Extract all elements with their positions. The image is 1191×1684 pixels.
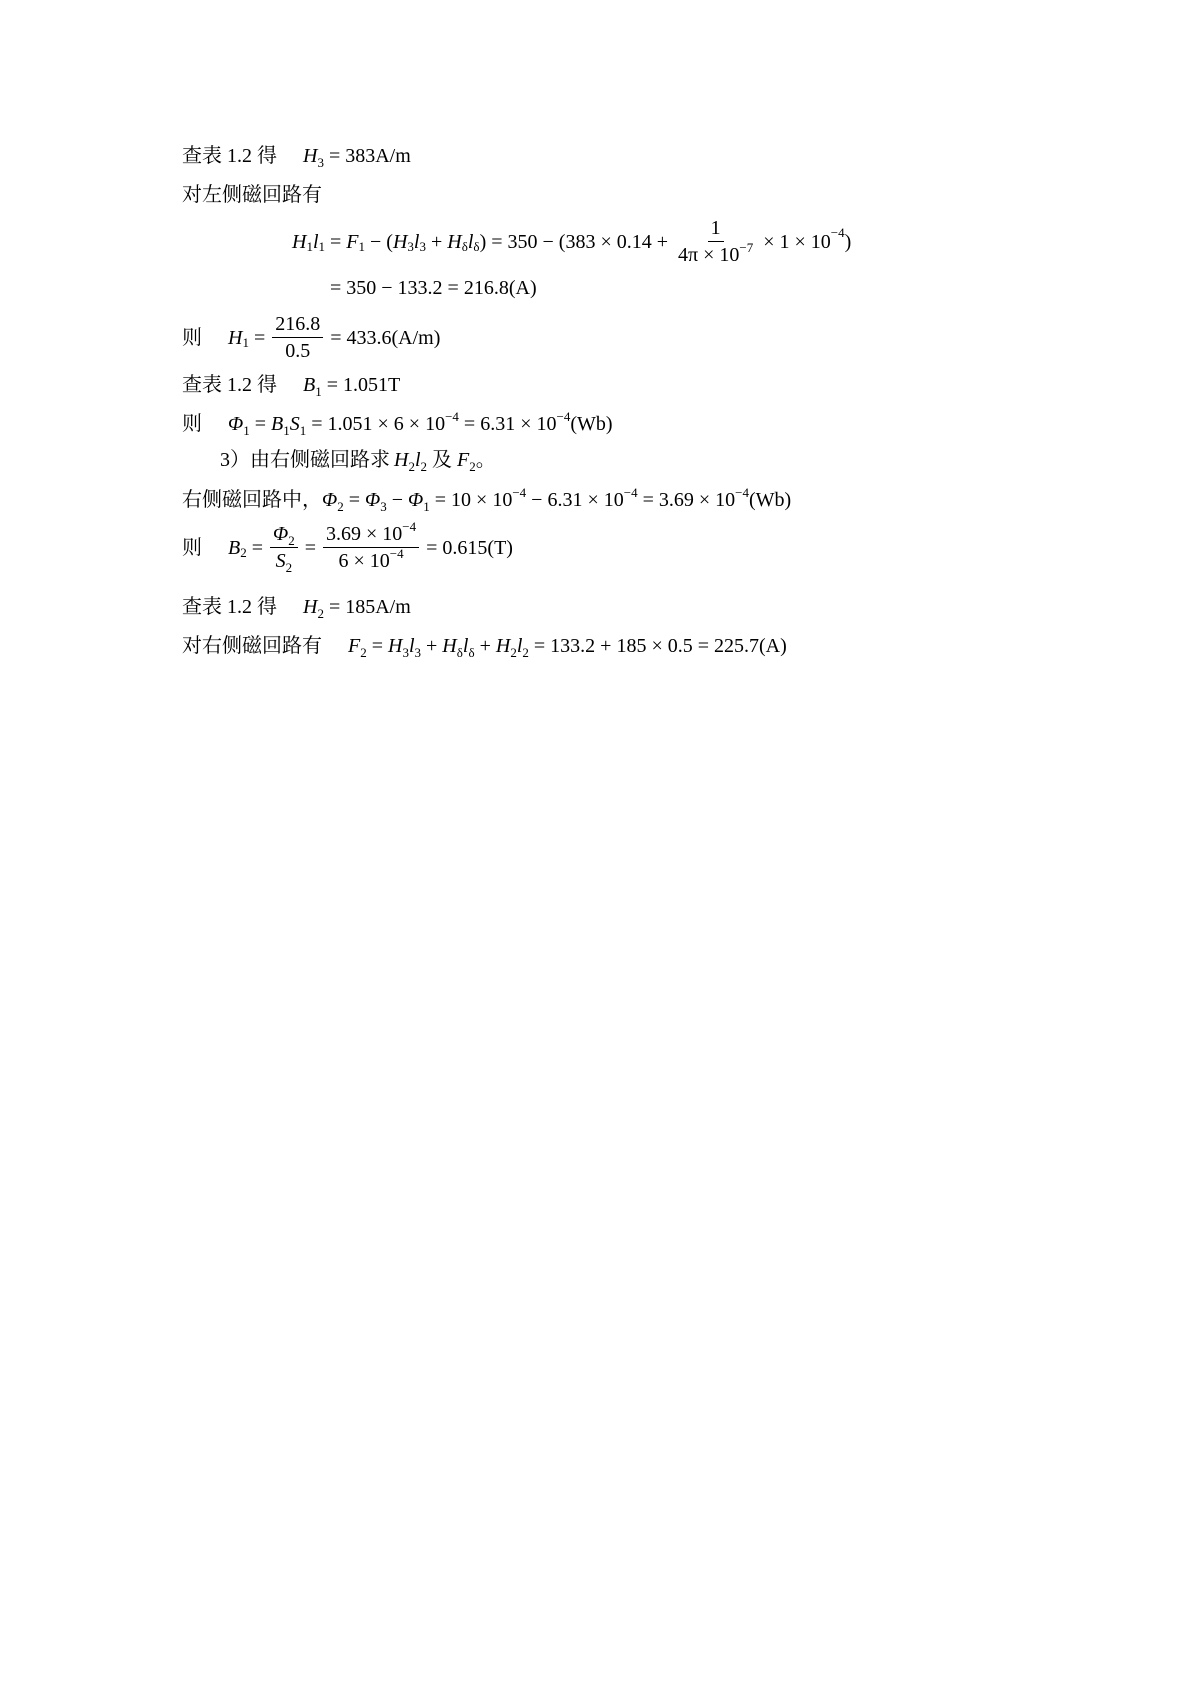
sub: 1 (315, 384, 322, 399)
sub: 2 (408, 459, 415, 474)
var-h: H (303, 145, 318, 167)
var-h: H (292, 230, 307, 253)
fraction-values (323, 519, 419, 572)
equation-b2: 则 B $_2$ = $\frac{\Phi_2}{S_2}$ = $\frac{3.69 \times 10^{-4}}{6 \times 10^{-4}}$ = 0.615(T) (182, 519, 513, 575)
equation-h1l1: H $_1$ l $_1$ = F $_1$ − ( H $_3$ l $_3$ + H $_\delta$ l $_\delta$ ) = 350 − (383 × 0.14 + $\frac{1}{4\pi \times 10^{-7}}$ × 1 × 10 $^{-4}$ ) (292, 217, 852, 266)
line-table-lookup-b1 (182, 374, 401, 399)
den-text: 4π × 10 (678, 244, 740, 266)
var-phi: Φ (322, 489, 338, 511)
op: = (325, 230, 347, 253)
var-b: B (228, 536, 241, 559)
var-h: H (228, 326, 243, 349)
expr: = 3.69 × 10 (637, 489, 736, 511)
text: 则 (182, 326, 202, 349)
denominator: 0.5 (285, 340, 311, 362)
text: 查表 1.2 得 (182, 374, 277, 396)
var-l: l (462, 635, 469, 657)
op: = (249, 413, 272, 435)
fraction (272, 314, 323, 361)
text: 及 (427, 449, 458, 471)
sub: 2 (288, 533, 295, 548)
var-phi: Φ (228, 413, 244, 435)
sub: 2 (469, 459, 476, 474)
value: = 185A/m (323, 596, 411, 618)
op: − (386, 489, 409, 511)
text: 则 (182, 536, 202, 559)
text: 查表 1.2 得 (182, 145, 277, 167)
sub: δ (456, 645, 463, 660)
den-text: 6 × 10 (338, 550, 390, 572)
exponent: −4 (735, 485, 749, 500)
unit: (Wb) (748, 489, 792, 511)
line-left-circuit-heading (182, 185, 322, 205)
var-f: F (346, 230, 359, 253)
value: = 1.051T (321, 374, 401, 396)
exponent: −4 (556, 409, 571, 424)
var-f: F (457, 449, 470, 471)
var-f: F (348, 635, 361, 657)
var-l: l (408, 635, 415, 657)
var-b: B (271, 413, 284, 435)
expr: = 1.051 × 6 × 10 (306, 413, 446, 435)
exponent: −4 (389, 546, 404, 561)
op: + (421, 635, 443, 657)
sub: 2 (510, 645, 517, 660)
var-phi: Φ (365, 489, 381, 511)
text: 查表 1.2 得 (182, 596, 277, 618)
numerator (323, 519, 419, 548)
op: = (366, 635, 388, 657)
var-h: H (447, 230, 462, 253)
sub: 1 (283, 423, 290, 438)
denominator (336, 548, 407, 571)
sub: δ (468, 645, 475, 660)
sub: 3 (317, 155, 324, 170)
value: = 383A/m (323, 145, 411, 167)
line-table-lookup-h2 (182, 596, 411, 621)
text: 对左侧磁回路有 (182, 184, 322, 206)
sub: 3 (414, 645, 422, 660)
fraction (675, 218, 756, 265)
op: = (246, 536, 268, 559)
denominator (273, 548, 296, 575)
var-h: H (495, 635, 511, 657)
expr: = 350 − 133.2 = 216.8(A) (330, 277, 537, 299)
var-l: l (516, 635, 523, 657)
numerator: 216.8 (272, 314, 323, 338)
var-h: H (392, 230, 408, 253)
op: = (343, 489, 366, 511)
var-phi: Φ (273, 523, 289, 545)
var-s: S (275, 550, 286, 572)
sub: 1 (423, 499, 430, 514)
op: = (248, 326, 271, 349)
equation-phi1 (182, 409, 613, 438)
expr: = 433.6(A/m) (325, 326, 441, 349)
line-table-lookup-h3 (182, 145, 411, 170)
expr: − 6.31 × 10 (526, 489, 624, 511)
var-h: H (388, 635, 403, 657)
numerator: 1 (708, 218, 724, 242)
sub: 3 (380, 499, 387, 514)
expr: = 133.2 + 185 × 0.5 = 225.7(A) (528, 635, 787, 657)
fraction-phi-over-s (270, 523, 298, 575)
step-3-heading (220, 449, 496, 474)
var-h: H (394, 449, 409, 471)
var-l: l (467, 230, 474, 253)
num-text: 3.69 × 10 (326, 523, 403, 545)
expr: = 6.31 × 10 (458, 413, 557, 435)
exponent: −4 (512, 485, 527, 500)
sub: 2 (285, 560, 293, 575)
var-b: B (303, 374, 316, 396)
op: = (299, 536, 322, 559)
text: 右侧磁回路中， (182, 489, 322, 511)
var-l: l (414, 449, 421, 471)
text: 对右侧磁回路有 (182, 635, 322, 657)
equation-phi2 (182, 485, 792, 514)
equation-h1: 则 H $_1$ = $\frac{216.8}{0.5}$ = 433.6(A/m) (182, 313, 441, 362)
sub: 1 (243, 423, 250, 438)
numerator (270, 524, 298, 548)
exponent: −4 (445, 409, 459, 424)
exponent: −7 (739, 240, 754, 255)
expr: = 10 × 10 (429, 489, 513, 511)
exponent: −4 (623, 485, 638, 500)
var-h: H (442, 635, 457, 657)
sub: 2 (420, 459, 428, 474)
sub: 2 (360, 645, 367, 660)
var-h: H (303, 596, 318, 618)
var-l: l (413, 230, 420, 253)
op: + (425, 230, 448, 253)
expr: ) = 350 − (383 × 0.14 + (479, 230, 673, 253)
var-l: l (312, 230, 319, 253)
expr: = 0.615(T) (421, 536, 513, 559)
op: − ( (365, 230, 393, 253)
denominator (675, 242, 756, 265)
sub: 2 (337, 499, 344, 514)
sub: 3 (402, 645, 409, 660)
sub: 2 (317, 606, 324, 621)
equation-continuation (330, 278, 537, 298)
equation-f2 (182, 635, 787, 660)
text: 。 (475, 449, 496, 471)
unit: (Wb) (570, 413, 613, 435)
text: 则 (182, 413, 202, 435)
exponent: −4 (402, 519, 417, 534)
text: 3）由右侧磁回路求 (220, 449, 390, 471)
paren: ) (844, 230, 852, 253)
var-s: S (289, 413, 300, 435)
op: + (474, 635, 496, 657)
sub: 2 (522, 645, 529, 660)
var-phi: Φ (408, 489, 424, 511)
sub: 1 (299, 423, 307, 438)
expr: × 1 × 10 (758, 230, 831, 253)
